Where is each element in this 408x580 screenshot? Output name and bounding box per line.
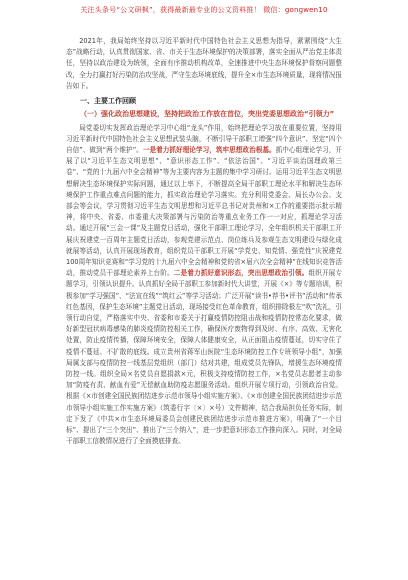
sub-heading: （一）强化政治思想建设，坚持把政治工作放在首位，突出党委思想政治“引领力” [80, 110, 335, 119]
paragraph-text-c: 组织开展专题学习，引领认识提升。认真抓好全局干部职工参加新时代大讲堂，开展《×》等专题培训，积极参加“学习强国”、“法宣在线”“筑红云”等学习活动；广泛开展“读书•荐书•评书”活动和“传承红色基因，保护生态环境”主题党日活动，现场接受红色革命教育，组织排除极左“吹”洗礼，引领行动自觉，严格落实中央、省委和市委关于打赢疫情防控阻击战和疫情防控常态化要求，做好新型冠状病毒感染的肺炎疫情防控相关工作，确保医疗废物得到及时、有序、高效、无害化处置，防止疫情传播，保障环境安全，保障人体健康安全，从正面阻击疫情蔓延，切实守住了疫情不蔓延、不扩散的底线。成立贵州省蒋军山医院“生态环境防控工作专班领导小组”，加强局属支部与疫情防控一线基层党组织（部门）结对共建，组成党员先锋队，增援生态环境疫情防控一线。组织全局×名党员自愿捐款×元，积极支持疫情防控工作，×名党员志愿者主动参加“防疫有责、献血有爱”无偿献血助防疫志愿服务活动。组织开展专项行动，引领政治自觉。根据《×市创建全国民族团结进步示范市领导小组实施方案》、《×市创建全国民族团结进步示范市领导小组实施工作实施方案》（筑委行字〔×〕×号）文件精神，结合我局担负任务实际，制定下发了《中共×市生态环境局委员会创建民族团结进步示范市推进方案》，明确了“一个目标”、提出了“三个突出”、推出了“三个纳入”，进一步把意识形态工作推向深入。同时，对全局干部职工信教情况进行了全面摸底排查。 [66, 269, 343, 446]
section-heading: 一、主要工作回顾 [80, 97, 136, 106]
paragraph-text-a: 局党委切实发挥政治理论学习中心组“龙头”作用，始终把理论学习放在重要位置，坚持用习近平新时代中国特色社会主义思想武装头脑，不断引导干部职工增强“四个意识”、坚定“四个自信”、做到“两个维护”。 [66, 123, 342, 154]
top-banner[interactable] [0, 0, 408, 20]
paragraph-text-b: 抓中心组理论学习，开展了以“习近平生态文明思想”、“意识形态工作”、“依法治国”、“习近平谈治国理政第三卷”、“党的十九届六中全会精神”等为主要内容为主题的集中学习研讨。运用习近平生态文明思想解决生态环境保护实际问题，通过以上率下，不断提高全局干部职工理论水平和解决生态环境保护工作重点难点问题的能力，抓实政治理论学习落实。充分利用党委会、局长办公会、支部会等会议，学习贯彻习近平生态文明思想和习近平总书记对贵州和×工作的重要指示批示精神，将中央、省委、市委重大决策部署与污染防治等重点业务工作一一对应，抓理论学习活动。通过开展“三会一课”及主题党日活动，强化干部职工理论学习，全年组织机关干部职工开展庆祝建党一百周年主题党日活动，参观党建示范点、岗位练兵及参观生态文明建设与绿化成就展等活动，认真开展现场教育，组织党员干部职工开展“学党史、知党情、强党性”庆祝建党100周年知识竞赛和“学习党的十九届六中全会精神和党的省×届六次全会精神”在线知识竞答活动，推动党员干部理论素养上台阶。 [66, 145, 343, 278]
emphasis-point-1: 一是着力抓好理论学习，筑牢思想政治根基。 [142, 145, 276, 154]
body-paragraph [66, 123, 342, 448]
emphasis-point-2: 二是着力抓好意识形态，突出思想政治引领。 [173, 269, 309, 278]
intro-paragraph: 2021年，我局始终坚持以习近平新时代中国特色社会主义思想为指导，紧紧围绕“大生态”战略行动，认真贯彻国家、省、市关于生态环境保护的决策部署，落实全面从严治党主体责任，坚持以政治建设为统领，全面有序推动机构改革，全速推进中央生态环境保护督察问题整改，全力打赢打好污染防治攻坚战，严守生态环境底线，提升全×市生态环境质量，现将情况报告如下。 [66, 37, 342, 90]
banner-text: 关注头条号“公文研枫”，获得最新最专业的公文资料推！ 微信：gongwen10 [80, 6, 328, 14]
document-body [66, 36, 342, 447]
